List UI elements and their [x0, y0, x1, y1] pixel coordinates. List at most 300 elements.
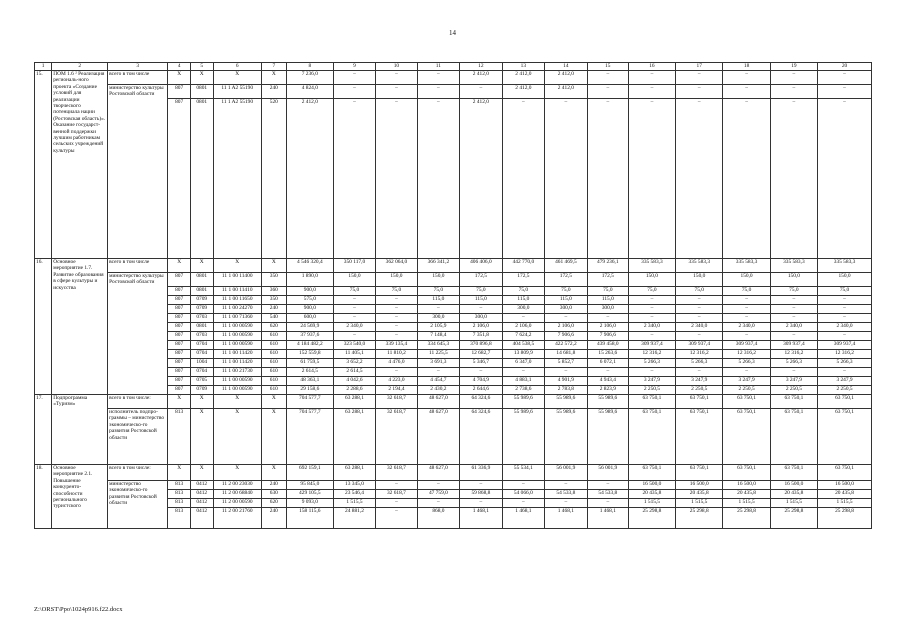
- data-cell: –: [587, 99, 628, 259]
- data-cell: –: [417, 481, 459, 490]
- data-cell: 24 881,2: [334, 508, 376, 529]
- data-cell: 0709: [190, 305, 213, 314]
- data-cell: 3 652,2: [334, 359, 376, 368]
- data-cell: 2 106,0: [459, 323, 502, 332]
- data-cell: 4 476,0: [375, 359, 417, 368]
- data-cell: 150,0: [334, 273, 376, 287]
- data-cell: 63 288,1: [334, 409, 376, 465]
- data-cell: 0801: [190, 273, 213, 287]
- data-cell: 1 468,1: [459, 508, 502, 529]
- data-cell: 1 515,5: [676, 499, 723, 508]
- data-cell: 1 515,5: [723, 499, 770, 508]
- data-cell: –: [723, 85, 770, 99]
- data-cell: 25 298,8: [723, 508, 770, 529]
- data-cell: 59 868,8: [459, 490, 502, 499]
- data-cell: –: [723, 305, 770, 314]
- row-number: 15.: [35, 71, 52, 259]
- data-cell: 704 577,7: [286, 409, 333, 465]
- data-cell: 75,0: [417, 287, 459, 296]
- executor-cell: министерство экономическо-го развития Ростовской области: [108, 481, 168, 529]
- data-cell: 150,0: [770, 273, 817, 287]
- data-cell: 813: [168, 409, 191, 465]
- data-cell: 370 896,8: [459, 341, 502, 350]
- data-cell: 32 618,7: [375, 409, 417, 465]
- data-cell: –: [375, 314, 417, 323]
- data-cell: 0705: [190, 377, 213, 386]
- data-cell: –: [459, 368, 502, 377]
- data-cell: –: [334, 296, 376, 305]
- data-cell: 11 1 00 11420: [213, 359, 261, 368]
- data-cell: 5 346,7: [459, 359, 502, 368]
- data-cell: 115,0: [544, 296, 587, 305]
- data-cell: 6 347,0: [502, 359, 544, 368]
- data-cell: –: [502, 314, 544, 323]
- data-cell: 75,0: [544, 287, 587, 296]
- data-cell: 520: [261, 99, 286, 259]
- data-cell: –: [676, 368, 723, 377]
- table-row: [35, 409, 872, 465]
- data-cell: 600,0: [286, 314, 333, 323]
- data-cell: 61 336,9: [459, 465, 502, 481]
- data-cell: 2 106,0: [544, 323, 587, 332]
- data-cell: 807: [168, 99, 191, 259]
- data-cell: 13 345,0: [334, 481, 376, 490]
- data-cell: –: [628, 305, 675, 314]
- table-row: [35, 273, 872, 287]
- data-cell: 309 937,4: [770, 341, 817, 350]
- data-cell: 2 412,0: [502, 71, 544, 85]
- header-cell: 3: [108, 63, 168, 71]
- data-cell: 807: [168, 332, 191, 341]
- data-cell: 335 583,3: [770, 259, 817, 273]
- data-cell: –: [417, 305, 459, 314]
- data-cell: 11 405,1: [334, 350, 376, 359]
- executor-cell: всего в том числе: [108, 259, 168, 273]
- data-cell: 2 823,9: [587, 386, 628, 395]
- data-cell: 300,0: [544, 305, 587, 314]
- data-cell: 240: [261, 305, 286, 314]
- data-cell: 61 759,5: [286, 359, 333, 368]
- data-cell: 366 341,2: [417, 259, 459, 273]
- data-cell: 0412: [190, 481, 213, 490]
- data-cell: –: [676, 314, 723, 323]
- data-cell: 55 989,6: [544, 395, 587, 409]
- data-cell: X: [168, 71, 191, 85]
- data-cell: 0704: [190, 368, 213, 377]
- data-cell: –: [375, 481, 417, 490]
- data-cell: 63 288,1: [334, 465, 376, 481]
- header-cell: 14: [544, 63, 587, 71]
- data-cell: –: [544, 368, 587, 377]
- data-cell: 11 1 00 00590: [213, 332, 261, 341]
- data-cell: 900,0: [286, 287, 333, 296]
- data-cell: 20 435,8: [723, 490, 770, 499]
- data-cell: –: [334, 99, 376, 259]
- data-cell: 807: [168, 386, 191, 395]
- row-number: 18.: [35, 465, 52, 529]
- table-row: [35, 465, 872, 481]
- data-cell: 5 266,3: [676, 359, 723, 368]
- activity-name: Основное мероприятие 2.1. Повышение конкуренто-способности регионального туристского: [52, 465, 108, 529]
- data-cell: 2 614,5: [286, 368, 333, 377]
- data-cell: –: [628, 314, 675, 323]
- data-cell: –: [676, 305, 723, 314]
- header-cell: 7: [261, 63, 286, 71]
- data-cell: –: [459, 499, 502, 508]
- data-cell: –: [375, 508, 417, 529]
- data-cell: 55 989,6: [502, 409, 544, 465]
- data-cell: 25 298,8: [770, 508, 817, 529]
- data-cell: 1004: [190, 359, 213, 368]
- header-cell: 12: [459, 63, 502, 71]
- data-cell: X: [190, 259, 213, 273]
- data-cell: 813: [168, 499, 191, 508]
- executor-cell: исполнитель подпро-граммы – министерство экономическо-го развития Ростовской области: [108, 409, 168, 465]
- data-cell: 5 266,3: [723, 359, 770, 368]
- data-cell: –: [587, 85, 628, 99]
- data-cell: 56 001,9: [587, 465, 628, 481]
- data-cell: –: [628, 85, 675, 99]
- data-cell: X: [261, 71, 286, 85]
- data-cell: –: [723, 296, 770, 305]
- data-cell: –: [818, 314, 872, 323]
- data-cell: –: [417, 85, 459, 99]
- header-cell: 9: [334, 63, 376, 71]
- data-cell: –: [375, 332, 417, 341]
- data-cell: 240: [261, 85, 286, 99]
- data-cell: 63 750,1: [628, 395, 675, 409]
- table-row: [35, 395, 872, 409]
- data-cell: –: [334, 332, 376, 341]
- data-cell: 350 117,0: [334, 259, 376, 273]
- data-cell: 2 250,5: [770, 386, 817, 395]
- data-cell: 4 042,6: [334, 377, 376, 386]
- data-cell: 5 266,3: [770, 359, 817, 368]
- data-cell: 13 809,9: [502, 350, 544, 359]
- data-cell: 1 468,1: [587, 508, 628, 529]
- data-cell: 11 2 00 21760: [213, 508, 261, 529]
- data-cell: 95 845,0: [286, 481, 333, 490]
- data-cell: 2 106,0: [502, 323, 544, 332]
- data-cell: 610: [261, 350, 286, 359]
- data-cell: 807: [168, 350, 191, 359]
- data-cell: 37 937,6: [286, 332, 333, 341]
- data-cell: 150,0: [818, 273, 872, 287]
- data-cell: 323 540,0: [334, 341, 376, 350]
- data-cell: –: [770, 314, 817, 323]
- data-cell: 3 247,9: [818, 377, 872, 386]
- data-cell: 12 682,7: [459, 350, 502, 359]
- data-cell: 3 247,9: [723, 377, 770, 386]
- data-cell: 63 288,1: [334, 395, 376, 409]
- data-cell: 479 236,1: [587, 259, 628, 273]
- data-cell: 2 194,4: [375, 386, 417, 395]
- data-cell: 7 148,4: [417, 332, 459, 341]
- data-cell: 7 906,6: [544, 332, 587, 341]
- data-cell: –: [417, 99, 459, 259]
- data-cell: 2 340,0: [818, 323, 872, 332]
- data-cell: 807: [168, 368, 191, 377]
- data-cell: 692 159,1: [286, 465, 333, 481]
- data-cell: –: [417, 71, 459, 85]
- data-cell: 75,0: [459, 287, 502, 296]
- data-cell: 172,5: [502, 273, 544, 287]
- data-cell: 12 316,2: [770, 350, 817, 359]
- data-cell: 620: [261, 323, 286, 332]
- data-cell: 63 750,1: [770, 465, 817, 481]
- data-cell: 2 340,0: [723, 323, 770, 332]
- data-cell: 0801: [190, 287, 213, 296]
- data-cell: X: [168, 395, 191, 409]
- data-cell: –: [770, 71, 817, 85]
- data-cell: 4 704,9: [459, 377, 502, 386]
- data-cell: 2 340,0: [334, 323, 376, 332]
- data-cell: 55 534,1: [502, 465, 544, 481]
- data-cell: 20 435,8: [628, 490, 675, 499]
- data-cell: 16 500,0: [723, 481, 770, 490]
- data-cell: –: [334, 305, 376, 314]
- data-cell: 0704: [190, 350, 213, 359]
- data-cell: 0709: [190, 386, 213, 395]
- data-cell: 610: [261, 377, 286, 386]
- data-cell: 63 750,1: [818, 465, 872, 481]
- executor-cell: всего в том числе: [108, 71, 168, 85]
- data-cell: –: [770, 368, 817, 377]
- data-cell: 461 469,5: [544, 259, 587, 273]
- data-cell: 3 247,9: [628, 377, 675, 386]
- data-cell: 16 500,0: [818, 481, 872, 490]
- data-cell: –: [676, 99, 723, 259]
- data-cell: 309 937,4: [723, 341, 770, 350]
- data-cell: –: [770, 99, 817, 259]
- data-cell: 11 2 00 23030: [213, 481, 261, 490]
- data-cell: 422 572,2: [544, 341, 587, 350]
- data-cell: 2 614,5: [334, 368, 376, 377]
- data-cell: X: [168, 465, 191, 481]
- file-path-footer: Z:\ORST\Ppo\1024p916.f22.docx: [34, 606, 123, 613]
- data-cell: –: [587, 481, 628, 490]
- data-cell: 2 250,5: [628, 386, 675, 395]
- data-cell: –: [459, 85, 502, 99]
- data-cell: –: [723, 368, 770, 377]
- row-number: 16.: [35, 259, 52, 395]
- executor-cell: министерство культуры Ростовской области: [108, 273, 168, 395]
- data-cell: X: [213, 395, 261, 409]
- data-cell: 868,0: [417, 508, 459, 529]
- data-cell: –: [502, 499, 544, 508]
- data-cell: 1 515,5: [628, 499, 675, 508]
- data-cell: –: [544, 481, 587, 490]
- data-cell: 335 583,3: [628, 259, 675, 273]
- data-cell: 309 937,4: [628, 341, 675, 350]
- activity-name: Основное мероприятие 1.7. Развитие образования в сфере культуры и искусства: [52, 259, 108, 395]
- data-cell: 20 435,8: [818, 490, 872, 499]
- data-cell: –: [375, 85, 417, 99]
- data-cell: –: [587, 71, 628, 85]
- data-cell: 32 618,7: [375, 490, 417, 499]
- data-cell: 150,0: [723, 273, 770, 287]
- executor-cell: министерство культуры Ростовской области: [108, 85, 168, 259]
- data-cell: 55 989,6: [587, 395, 628, 409]
- data-cell: –: [628, 99, 675, 259]
- data-cell: 172,5: [587, 273, 628, 287]
- data-cell: 300,0: [587, 305, 628, 314]
- header-cell: 2: [52, 63, 108, 71]
- data-cell: 2 250,5: [676, 386, 723, 395]
- data-cell: X: [261, 395, 286, 409]
- data-cell: 406 406,0: [459, 259, 502, 273]
- data-cell: 16 500,0: [676, 481, 723, 490]
- data-cell: 4 901,9: [544, 377, 587, 386]
- data-cell: 2 412,0: [544, 85, 587, 99]
- data-cell: –: [676, 85, 723, 99]
- data-cell: 150,0: [676, 273, 723, 287]
- data-cell: 0412: [190, 508, 213, 529]
- data-cell: 1 890,0: [286, 273, 333, 287]
- data-cell: 11 2 00 00590: [213, 499, 261, 508]
- table-row: [35, 71, 872, 85]
- data-cell: X: [190, 409, 213, 465]
- data-cell: 7 906,6: [587, 332, 628, 341]
- table-header-row: [35, 63, 872, 71]
- page-number: 14: [449, 29, 456, 37]
- data-cell: 63 750,1: [676, 395, 723, 409]
- data-cell: 11 810,2: [375, 350, 417, 359]
- data-cell: 3 691,3: [417, 359, 459, 368]
- data-cell: X: [190, 71, 213, 85]
- data-cell: –: [818, 296, 872, 305]
- data-cell: 12 316,2: [628, 350, 675, 359]
- data-cell: –: [502, 99, 544, 259]
- data-cell: 63 750,1: [770, 409, 817, 465]
- data-cell: X: [190, 465, 213, 481]
- data-cell: 75,0: [818, 287, 872, 296]
- data-cell: 55 989,6: [587, 409, 628, 465]
- data-cell: 2 340,0: [676, 323, 723, 332]
- data-cell: 309 937,4: [676, 341, 723, 350]
- data-cell: 813: [168, 508, 191, 529]
- data-cell: X: [213, 409, 261, 465]
- data-cell: 2 412,0: [459, 71, 502, 85]
- data-cell: 25 298,8: [818, 508, 872, 529]
- data-cell: –: [818, 332, 872, 341]
- data-cell: –: [676, 71, 723, 85]
- data-cell: 2 430,2: [417, 386, 459, 395]
- data-cell: X: [261, 259, 286, 273]
- data-cell: 25 298,8: [676, 508, 723, 529]
- table-row: [35, 259, 872, 273]
- data-cell: 540: [261, 314, 286, 323]
- data-cell: X: [168, 259, 191, 273]
- data-cell: 3 247,9: [676, 377, 723, 386]
- header-cell: 6: [213, 63, 261, 71]
- data-cell: X: [261, 409, 286, 465]
- data-cell: –: [459, 305, 502, 314]
- data-cell: 55 989,6: [502, 395, 544, 409]
- header-cell: 17: [676, 63, 723, 71]
- data-cell: X: [190, 395, 213, 409]
- data-cell: –: [723, 314, 770, 323]
- data-cell: 610: [261, 359, 286, 368]
- data-cell: 25 298,8: [628, 508, 675, 529]
- data-cell: 115,0: [417, 296, 459, 305]
- data-cell: –: [770, 332, 817, 341]
- data-cell: 7 236,0: [286, 71, 333, 85]
- data-cell: –: [628, 332, 675, 341]
- data-cell: 11 1 00 24270: [213, 305, 261, 314]
- data-cell: 2 250,5: [818, 386, 872, 395]
- data-cell: 2 412,0: [502, 85, 544, 99]
- header-cell: 1: [35, 63, 52, 71]
- data-cell: 4 546 320,4: [286, 259, 333, 273]
- data-cell: 2 412,0: [459, 99, 502, 259]
- data-cell: –: [770, 305, 817, 314]
- data-cell: 11 1 00 00590: [213, 377, 261, 386]
- data-cell: 55 989,6: [544, 409, 587, 465]
- data-cell: 75,0: [770, 287, 817, 296]
- data-cell: 807: [168, 85, 191, 99]
- data-cell: 2 783,8: [544, 386, 587, 395]
- data-cell: 813: [168, 490, 191, 499]
- data-cell: 1 468,1: [502, 508, 544, 529]
- data-cell: 75,0: [723, 287, 770, 296]
- data-cell: 0801: [190, 85, 213, 99]
- data-cell: –: [417, 499, 459, 508]
- header-cell: 15: [587, 63, 628, 71]
- data-cell: 807: [168, 377, 191, 386]
- data-cell: 4 184 482,2: [286, 341, 333, 350]
- data-cell: 2 105,9: [417, 323, 459, 332]
- data-cell: 2 250,5: [723, 386, 770, 395]
- data-cell: 807: [168, 314, 191, 323]
- data-cell: 309 937,4: [818, 341, 872, 350]
- data-cell: 150,0: [375, 273, 417, 287]
- data-cell: 4 943,4: [587, 377, 628, 386]
- data-cell: 350: [261, 273, 286, 287]
- data-cell: –: [676, 332, 723, 341]
- data-cell: 63 750,1: [723, 409, 770, 465]
- header-cell: 11: [417, 63, 459, 71]
- data-cell: 575,0: [286, 296, 333, 305]
- data-cell: 63 750,1: [676, 465, 723, 481]
- data-cell: –: [375, 296, 417, 305]
- data-cell: –: [723, 99, 770, 259]
- data-cell: –: [334, 314, 376, 323]
- data-cell: 2 644,6: [459, 386, 502, 395]
- data-cell: –: [770, 85, 817, 99]
- data-cell: –: [417, 368, 459, 377]
- data-cell: 4 883,1: [502, 377, 544, 386]
- data-cell: 807: [168, 273, 191, 287]
- data-cell: –: [375, 323, 417, 332]
- data-cell: 64 324,6: [459, 395, 502, 409]
- header-cell: 18: [723, 63, 770, 71]
- header-cell: 16: [628, 63, 675, 71]
- data-cell: 150,0: [628, 273, 675, 287]
- data-cell: –: [334, 85, 376, 99]
- data-cell: 11 1 00 00590: [213, 323, 261, 332]
- data-cell: 360: [261, 287, 286, 296]
- data-cell: –: [544, 99, 587, 259]
- executor-cell: всего в том числе:: [108, 465, 168, 481]
- data-cell: 807: [168, 323, 191, 332]
- data-cell: –: [818, 71, 872, 85]
- data-cell: 335 583,3: [676, 259, 723, 273]
- data-cell: 704 577,7: [286, 395, 333, 409]
- data-cell: 63 750,1: [770, 395, 817, 409]
- data-cell: 335 583,3: [723, 259, 770, 273]
- data-cell: 9 093,0: [286, 499, 333, 508]
